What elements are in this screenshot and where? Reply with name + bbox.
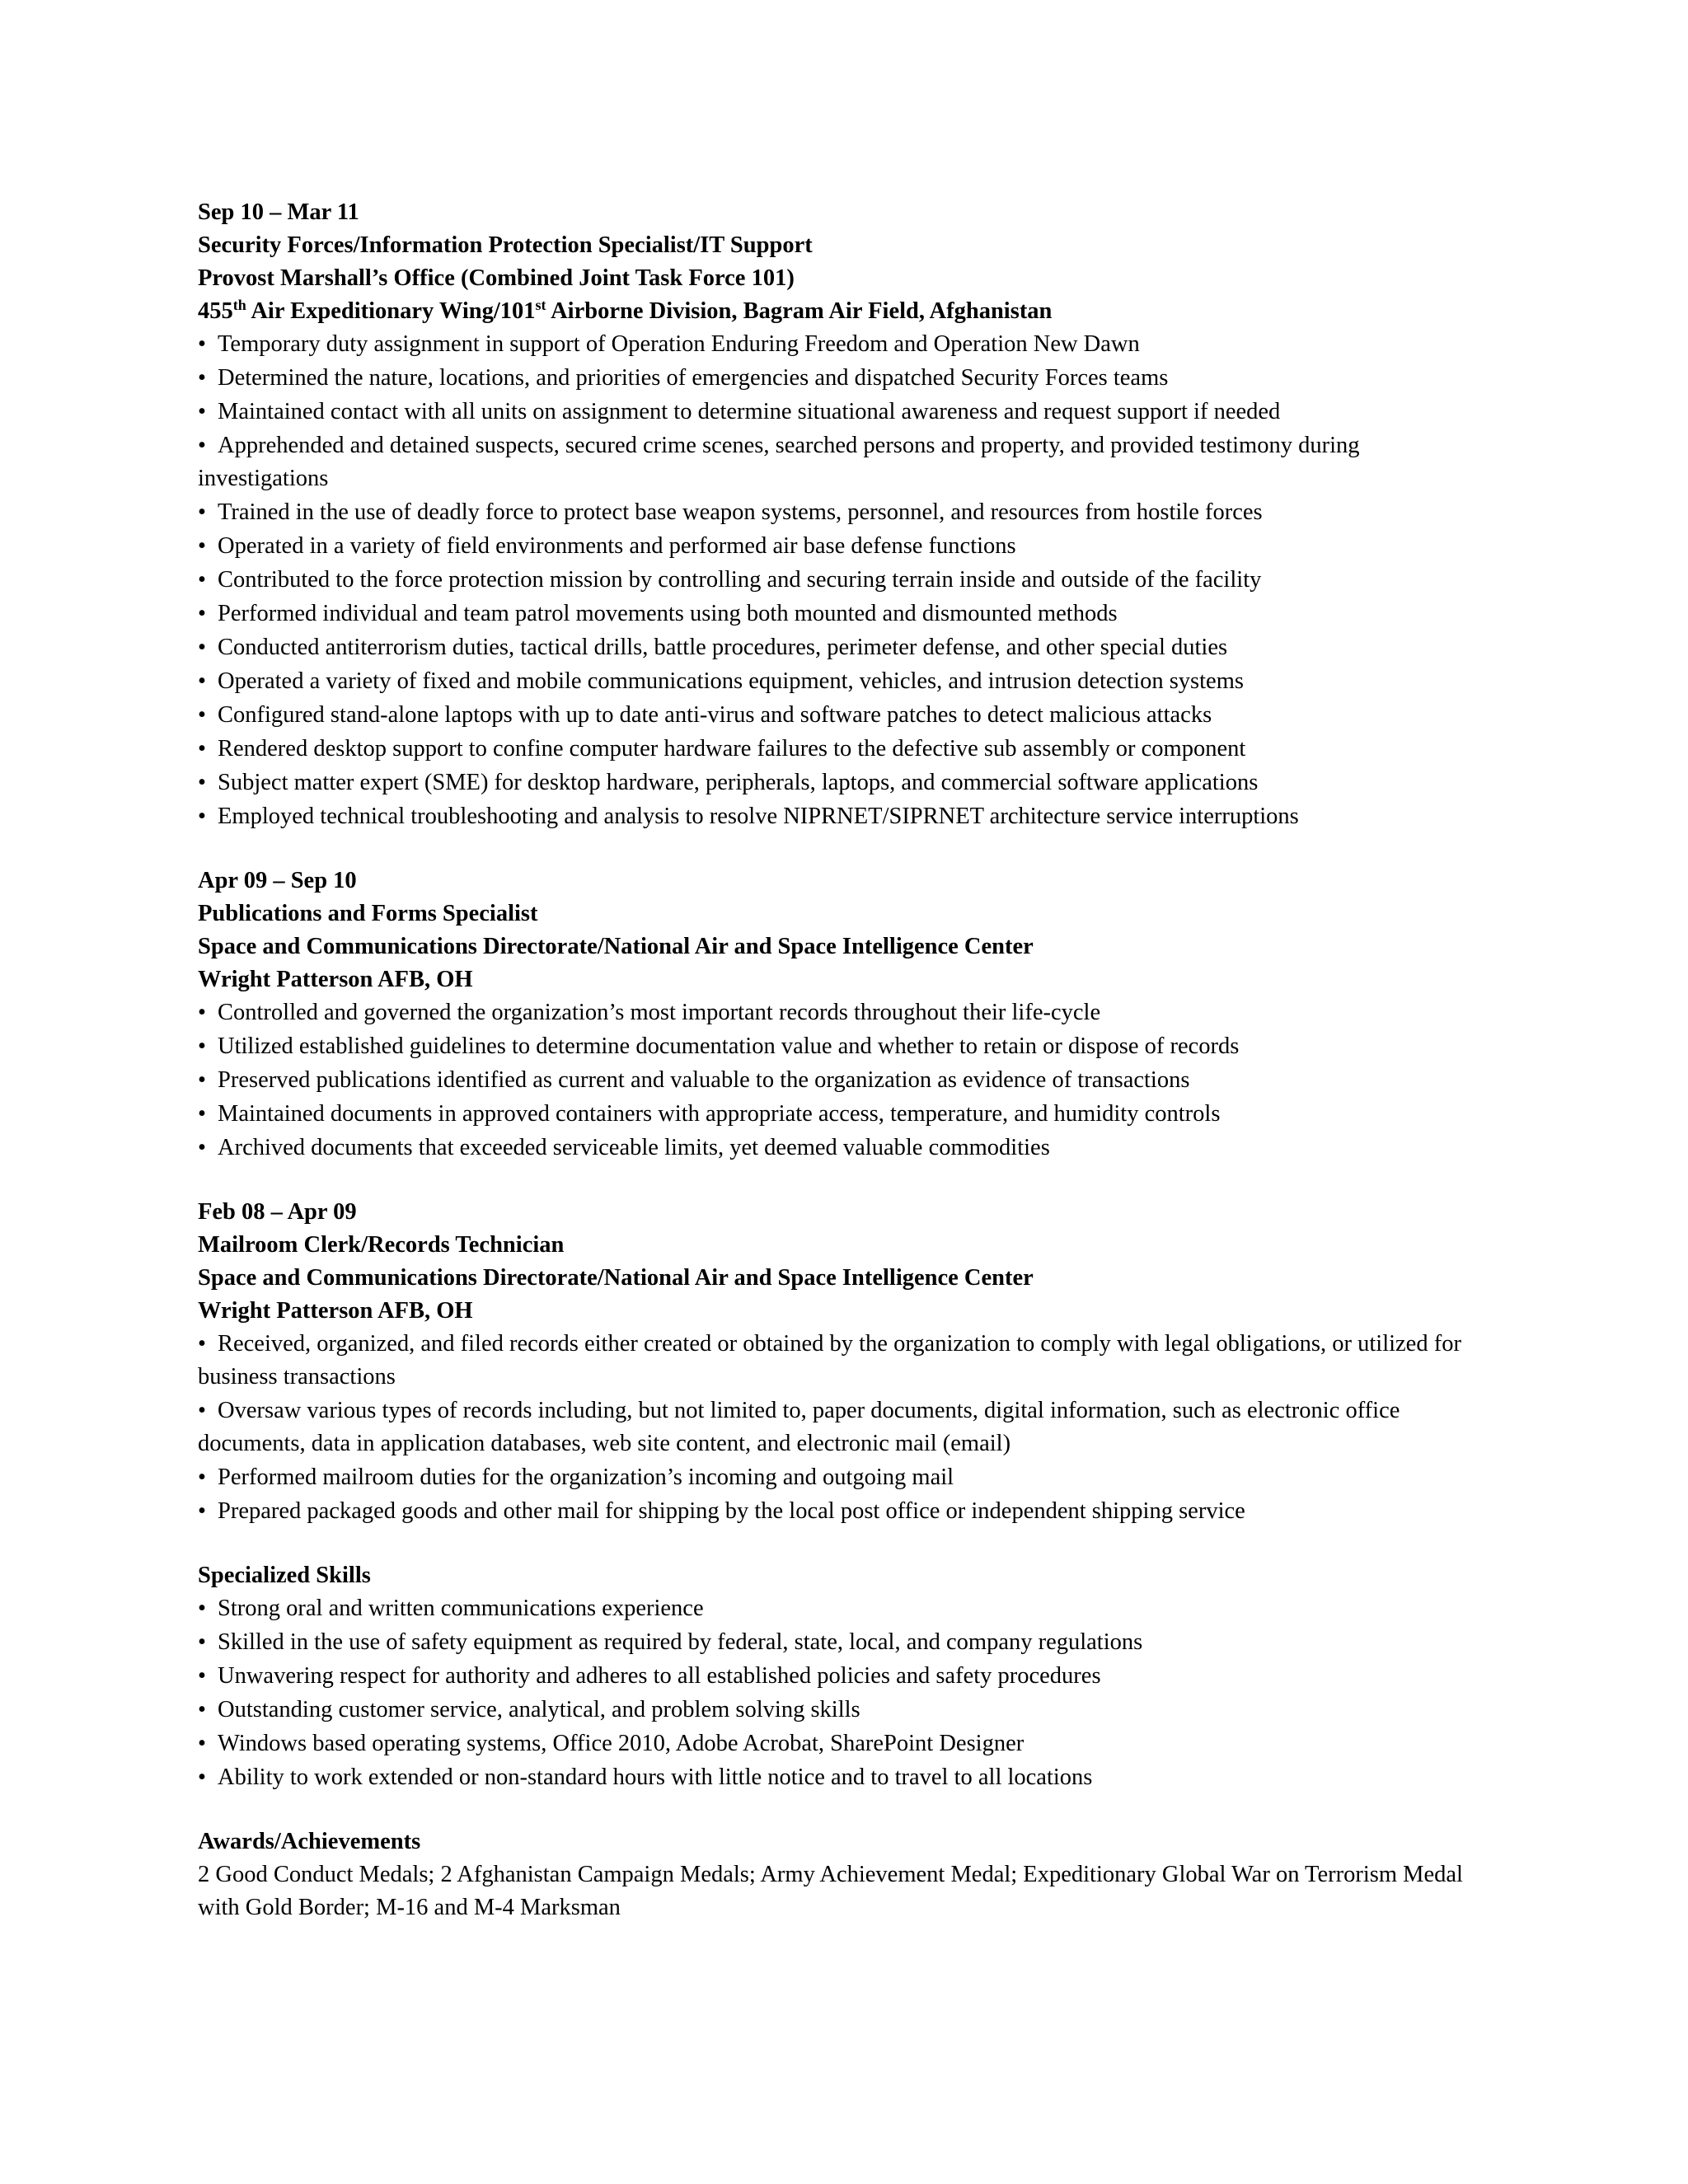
list-item: • Strong oral and written communications experience xyxy=(198,1592,1484,1625)
bullet-icon: • xyxy=(198,1398,206,1423)
list-item: • Performed individual and team patrol movements using both mounted and dismounted methods xyxy=(198,598,1484,630)
list-item: • Performed mailroom duties for the organization’s incoming and outgoing mail xyxy=(198,1461,1484,1494)
skills-heading: Specialized Skills xyxy=(198,1563,371,1588)
list-item: • Maintained documents in approved containers with appropriate access, temperature, and humidity controls xyxy=(198,1098,1484,1131)
list-item: • Oversaw various types of records including, but not limited to, paper documents, digital information, such as electronic office documents, data in application databases, web site content, and electronic mail (email) xyxy=(198,1394,1484,1460)
bullet-icon: • xyxy=(198,499,206,525)
bullet-icon: • xyxy=(198,635,206,660)
list-item: • Operated a variety of fixed and mobile communications equipment, vehicles, and intrusion detection systems xyxy=(198,665,1484,698)
list-item: • Windows based operating systems, Office 2010, Adobe Acrobat, SharePoint Designer xyxy=(198,1727,1484,1760)
list-item: • Operated in a variety of field environments and performed air base defense functions xyxy=(198,530,1484,563)
bullet-icon: • xyxy=(198,736,206,762)
list-item: • Employed technical troubleshooting and analysis to resolve NIPRNET/SIPRNET architecture service interruptions xyxy=(198,800,1484,833)
experience-dates: Feb 08 – Apr 09 xyxy=(198,1199,357,1225)
experience-location: 455th Air Expeditionary Wing/101st Airborne Division, Bagram Air Field, Afghanistan xyxy=(198,297,1053,324)
experience-location: Wright Patterson AFB, OH xyxy=(198,967,473,992)
bullet-icon: • xyxy=(198,1731,206,1756)
experience-title: Security Forces/Information Protection Specialist/IT Support xyxy=(198,232,813,258)
bullet-icon: • xyxy=(198,804,206,829)
list-item: • Configured stand-alone laptops with up to date anti-virus and software patches to detect malicious attacks xyxy=(198,699,1484,732)
list-item: • Maintained contact with all units on assignment to determine situational awareness and request support if needed xyxy=(198,396,1484,429)
list-item: • Trained in the use of deadly force to protect base weapon systems, personnel, and resources from hostile forces xyxy=(198,496,1484,529)
list-item: • Ability to work extended or non-standard hours with little notice and to travel to all locations xyxy=(198,1761,1484,1794)
bullet-icon: • xyxy=(198,399,206,424)
list-item: • Temporary duty assignment in support of Operation Enduring Freedom and Operation New Dawn xyxy=(198,328,1484,361)
bullet-icon: • xyxy=(198,365,206,391)
bullet-icon: • xyxy=(198,702,206,728)
resume-page xyxy=(198,196,1484,1956)
bullet-icon: • xyxy=(198,533,206,559)
experience-entry xyxy=(198,1196,1484,1528)
bullet-icon: • xyxy=(198,668,206,694)
experience-location: Wright Patterson AFB, OH xyxy=(198,1298,473,1324)
experience-org: Space and Communications Directorate/National Air and Space Intelligence Center xyxy=(198,1265,1034,1291)
bullet-icon: • xyxy=(198,331,206,357)
experience-title: Mailroom Clerk/Records Technician xyxy=(198,1232,565,1258)
bullet-icon: • xyxy=(198,1000,206,1025)
bullet-icon: • xyxy=(198,1101,206,1127)
list-item: • Outstanding customer service, analytical, and problem solving skills xyxy=(198,1694,1484,1727)
experience-entry xyxy=(198,196,1484,833)
bullet-icon: • xyxy=(198,1465,206,1490)
awards-heading: Awards/Achievements xyxy=(198,1829,421,1854)
list-item: • Determined the nature, locations, and priorities of emergencies and dispatched Security Forces teams xyxy=(198,362,1484,395)
list-item: • Unwavering respect for authority and adheres to all established policies and safety procedures xyxy=(198,1660,1484,1693)
bullet-icon: • xyxy=(198,601,206,626)
experience-org: Space and Communications Directorate/National Air and Space Intelligence Center xyxy=(198,934,1034,959)
list-item: • Archived documents that exceeded serviceable limits, yet deemed valuable commodities xyxy=(198,1132,1484,1165)
list-item: • Prepared packaged goods and other mail for shipping by the local post office or independent shipping service xyxy=(198,1495,1484,1528)
awards-section xyxy=(198,1825,1484,1924)
experience-entry xyxy=(198,865,1484,1165)
bullet-icon: • xyxy=(198,1067,206,1093)
skills-section xyxy=(198,1559,1484,1794)
list-item: • Received, organized, and filed records either created or obtained by the organization to comply with legal obligations, or utilized for business transactions xyxy=(198,1328,1484,1394)
bullet-icon: • xyxy=(198,1596,206,1621)
experience-org: Provost Marshall’s Office (Combined Joint Task Force 101) xyxy=(198,265,795,291)
awards-text: 2 Good Conduct Medals; 2 Afghanistan Campaign Medals; Army Achievement Medal; Expeditionary Global War on Terrorism Medal with Gold Border; M-16 and M-4 Marksman xyxy=(198,1862,1463,1920)
list-item: • Conducted antiterrorism duties, tactical drills, battle procedures, perimeter defense, and other special duties xyxy=(198,631,1484,664)
experience-dates: Sep 10 – Mar 11 xyxy=(198,199,359,225)
bullet-icon: • xyxy=(198,1331,206,1357)
bullet-icon: • xyxy=(198,1135,206,1160)
skills-bullet-list xyxy=(198,1592,1484,1794)
bullet-icon: • xyxy=(198,1697,206,1722)
list-item: • Contributed to the force protection mission by controlling and securing terrain inside and outside of the facility xyxy=(198,564,1484,597)
list-item: • Rendered desktop support to confine computer hardware failures to the defective sub assembly or component xyxy=(198,733,1484,766)
experience-dates: Apr 09 – Sep 10 xyxy=(198,868,357,893)
bullet-icon: • xyxy=(198,433,206,458)
list-item: • Controlled and governed the organization’s most important records throughout their life-cycle xyxy=(198,996,1484,1029)
experience-title: Publications and Forms Specialist xyxy=(198,901,538,926)
experience-bullet-list xyxy=(198,996,1484,1165)
list-item: • Preserved publications identified as current and valuable to the organization as evidence of transactions xyxy=(198,1064,1484,1097)
bullet-icon: • xyxy=(198,770,206,795)
bullet-icon: • xyxy=(198,1629,206,1655)
bullet-icon: • xyxy=(198,1765,206,1790)
experience-bullet-list xyxy=(198,328,1484,833)
experience-bullet-list xyxy=(198,1328,1484,1528)
bullet-icon: • xyxy=(198,567,206,593)
bullet-icon: • xyxy=(198,1498,206,1524)
bullet-icon: • xyxy=(198,1663,206,1689)
list-item: • Utilized established guidelines to determine documentation value and whether to retain or dispose of records xyxy=(198,1030,1484,1063)
list-item: • Apprehended and detained suspects, secured crime scenes, searched persons and property, and provided testimony during investigations xyxy=(198,429,1484,495)
list-item: • Skilled in the use of safety equipment as required by federal, state, local, and company regulations xyxy=(198,1626,1484,1659)
list-item: • Subject matter expert (SME) for desktop hardware, peripherals, laptops, and commercial software applications xyxy=(198,766,1484,799)
bullet-icon: • xyxy=(198,1033,206,1059)
